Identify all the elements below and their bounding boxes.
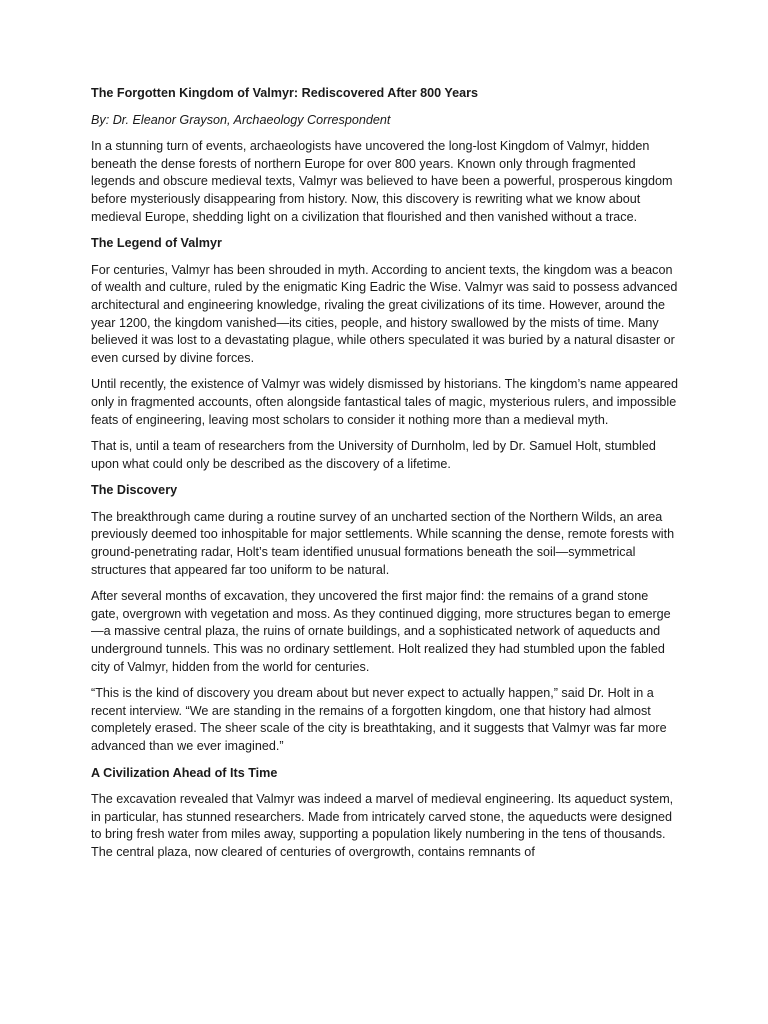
paragraph: After several months of excavation, they uncovered the first major find: the remains of a grand stone gate, overgrown with vegetation and moss. As they continued digging, more structures began to emerge—a massive central plaza, the ruins of ornate buildings, and a sophisticated network of aqueducts and underground tunnels. This was no ordinary settlement. Holt realized they had stumbled upon the fabled city of Valmyr, hidden from the world for centuries. (91, 589, 671, 674)
paragraph: The excavation revealed that Valmyr was indeed a marvel of medieval engineering. Its aqueduct system, in particular, has stunned researchers. Made from intricately carved stone, the aqueducts were designed to bring fresh water from miles away, supporting a population likely numbering in the tens of thousands. The central plaza, now cleared of centuries of overgrowth, contains remnants of (91, 792, 674, 859)
document-page (91, 85, 679, 871)
paragraph: For centuries, Valmyr has been shrouded in myth. According to ancient texts, the kingdom was a beacon of wealth and culture, ruled by the enigmatic King Eadric the Wise. Valmyr was said to possess advanced architectural and engineering knowledge, rivaling the great civilizations of its time. However, around the year 1200, the kingdom vanished—its cities, people, and history swallowed by the mists of time. Many believed it was lost to a devastating plague, while others speculated it was buried by a natural disaster or even cursed by divine forces. (91, 262, 678, 365)
article-title: The Forgotten Kingdom of Valmyr: Rediscovered After 800 Years (91, 86, 479, 100)
section-heading-discovery: The Discovery (91, 483, 178, 498)
paragraph: Until recently, the existence of Valmyr was widely dismissed by historians. The kingdom’s name appeared only in fragmented accounts, often alongside fantastical tales of magic, mysterious rulers, and impossible feats of engineering, leaving most scholars to consider it nothing more than a medieval myth. (91, 377, 679, 427)
paragraph: That is, until a team of researchers from the University of Durnholm, led by Dr. Samuel Holt, stumbled upon what could only be described as the discovery of a lifetime. (91, 439, 656, 471)
section-heading-legend: The Legend of Valmyr (91, 236, 222, 251)
article-byline: By: Dr. Eleanor Grayson, Archaeology Correspondent (91, 112, 391, 127)
intro-paragraph: In a stunning turn of events, archaeologists have uncovered the long-lost Kingdom of Valmyr, hidden beneath the dense forests of northern Europe for over 800 years. Known only through fragmented legends and obscure medieval texts, Valmyr was believed to have been a powerful, prosperous kingdom before mysteriously disappearing from history. Now, this discovery is rewriting what we know about medieval Europe, shedding light on a civilization that flourished and then vanished without a trace. (91, 139, 673, 224)
section-heading-civilization: A Civilization Ahead of Its Time (91, 765, 278, 780)
paragraph: “This is the kind of discovery you dream about but never expect to actually happen,” said Dr. Holt in a recent interview. “We are standing in the remains of a forgotten kingdom, one that history had almost completely erased. The sheer scale of the city is breathtaking, and it suggests that Valmyr was far more advanced than we ever imagined.” (91, 686, 667, 753)
paragraph: The breakthrough came during a routine survey of an uncharted section of the Northern Wilds, an area previously deemed too inhospitable for major settlements. While scanning the dense, remote forests with ground-penetrating radar, Holt’s team identified unusual formations beneath the soil—symmetrical structures that appeared far too uniform to be natural. (91, 509, 675, 577)
